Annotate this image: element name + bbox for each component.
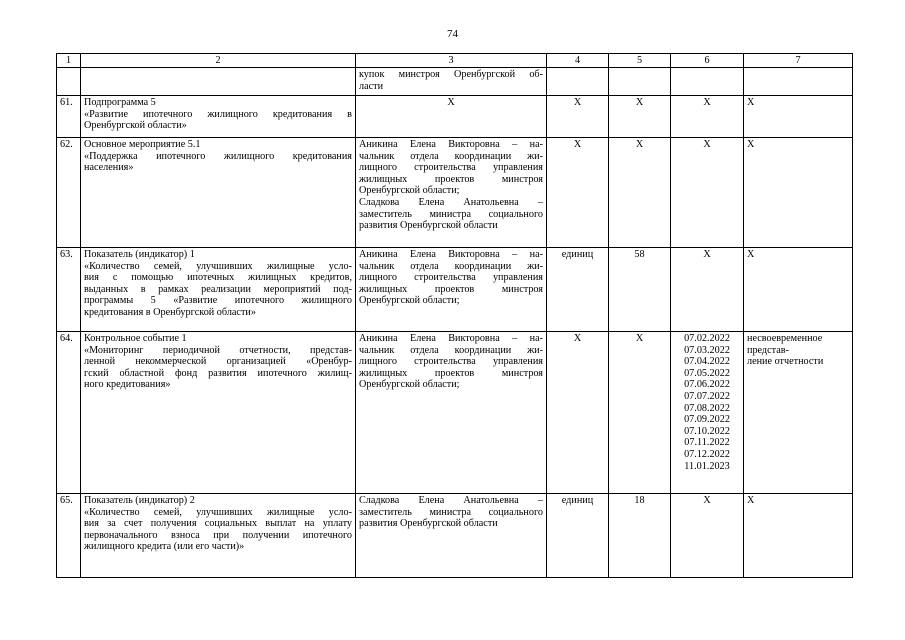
responsible-person [356,494,547,578]
note-cell [744,332,853,494]
date-line: 07.04.2022 [684,356,730,368]
cell-line: Аникина Елена Викторовна – на- [359,139,543,150]
cell-line: ленной некоммерческой организацией «Оренбур- [84,356,352,368]
date-line: 07.09.2022 [684,414,730,426]
row-number [57,68,81,96]
cell-line: Оренбургской области; [359,185,460,197]
row-number: 61. [57,96,81,138]
cell-line: развития Оренбургской области [359,220,498,232]
cell-line: жилищных проектов минстроя [359,283,543,295]
unit-cell: единиц [547,248,609,332]
date-line: 07.07.2022 [684,390,730,402]
date-cell [671,494,744,578]
table-row [57,248,853,332]
cell-line: заместитель министра социального [359,208,543,220]
cell-line: несвоевременное представ- [747,333,823,356]
table-row [57,68,853,96]
cell-line: Контрольное событие 1 [84,333,187,344]
date-cell [671,138,744,248]
cell-line: выданных в рамках реализации мероприятий под- [84,283,352,295]
value-cell: 58 [609,248,671,332]
table-row [57,96,853,138]
value-cell [609,68,671,96]
col-header-6: 6 [671,54,744,68]
cell-line: заместитель министра социального [359,506,543,518]
cell-line: программы 5 «Развитие ипотечного жилищного [84,295,352,307]
date-cell [671,96,744,138]
col-header-4: 4 [547,54,609,68]
cell-line: «Количество семей, улучшивших жилищные усло- [84,260,352,272]
cell-line: кредитования в Оренбургской области» [84,306,256,318]
value-cell: X [609,332,671,494]
item-description [81,96,356,138]
unit-cell: X [547,96,609,138]
cell-line: жилищных проектов минстроя [359,173,543,185]
cell-line: ласти [359,80,384,92]
cell-line: жилищного кредита (или его части)» [84,541,245,553]
page-number: 74 [447,28,458,40]
cell-line: Оренбургской области; [359,295,460,307]
item-description [81,332,356,494]
cell-line: лищного строительства управления [359,162,543,174]
cell-line: X [747,249,755,260]
cell-line: гский областной фонд развития ипотечного жилищ- [84,367,352,379]
cell-line: лищного строительства управления [359,356,543,368]
responsible-person [356,248,547,332]
value-cell: X [609,96,671,138]
value-cell: 18 [609,494,671,578]
responsible-person [356,332,547,494]
date-line: X [703,495,711,506]
cell-line: X [747,139,755,150]
cell-line: Показатель (индикатор) 2 [84,495,195,506]
date-line: X [703,139,711,150]
col-header-2: 2 [81,54,356,68]
row-number: 65. [57,494,81,578]
item-description [81,494,356,578]
date-line: X [703,97,711,108]
note-cell [744,96,853,138]
table-row [57,332,853,494]
unit-cell: X [547,332,609,494]
date-line: 07.05.2022 [684,367,730,379]
cell-line: X [747,97,755,108]
item-description [81,248,356,332]
table-row [57,138,853,248]
value-cell: X [609,138,671,248]
note-cell [744,68,853,96]
cell-line: «Поддержка ипотечного жилищного кредитования [84,150,352,162]
item-description [81,68,356,96]
cell-line: чальник отдела координации жи- [359,150,543,162]
note-cell [744,248,853,332]
date-cell [671,248,744,332]
col-header-3: 3 [356,54,547,68]
cell-line: Аникина Елена Викторовна – на- [359,249,543,260]
cell-line: купок минстроя Оренбургской об- [359,69,543,80]
cell-line: «Развитие ипотечного жилищного кредитования в [84,108,352,120]
note-cell [744,138,853,248]
responsible-person [356,96,547,138]
header-row [57,54,853,68]
cell-line: Аникина Елена Викторовна – на- [359,333,543,344]
row-number: 63. [57,248,81,332]
note-cell [744,494,853,578]
responsible-person [356,138,547,248]
cell-line: Сладкова Елена Анатольевна – [359,196,543,208]
table-row [57,494,853,578]
cell-line: вия за счет получения социальных выплат на уплату [84,518,352,530]
cell-line: «Мониторинг периодичной отчетности, представ- [84,344,352,356]
col-header-7: 7 [744,54,853,68]
date-cell [671,68,744,96]
cell-line: вия с помощью ипотечных жилищных кредитов, [84,272,352,284]
unit-cell [547,68,609,96]
item-description [81,138,356,248]
responsible-person [356,68,547,96]
unit-cell: X [547,138,609,248]
date-line: 07.03.2022 [684,344,730,356]
cell-line: Показатель (индикатор) 1 [84,249,195,260]
cell-line: ление отчетности [747,356,824,368]
cell-line: Сладкова Елена Анатольевна – [359,495,543,506]
cell-line: Оренбургской области» [84,120,187,132]
row-number: 62. [57,138,81,248]
date-line: X [703,249,711,260]
date-line: 07.11.2022 [684,437,730,449]
date-line: 11.01.2023 [684,460,730,472]
date-line: 07.10.2022 [684,425,730,437]
cell-line: ного кредитования» [84,379,171,391]
events-table [56,53,853,578]
date-line: 07.12.2022 [684,448,730,460]
cell-line: Подпрограмма 5 [84,97,156,108]
cell-line: населения» [84,162,134,174]
date-line: 07.08.2022 [684,402,730,414]
row-number: 64. [57,332,81,494]
unit-cell: единиц [547,494,609,578]
col-header-1: 1 [57,54,81,68]
cell-line: жилищных проектов минстроя [359,367,543,379]
cell-line: лищного строительства управления [359,272,543,284]
cell-line: первоначального взноса при получении ипотечного [84,529,352,541]
cell-line: развития Оренбургской области [359,518,498,530]
date-cell [671,332,744,494]
cell-line: чальник отдела координации жи- [359,344,543,356]
table-body [57,68,853,578]
col-header-5: 5 [609,54,671,68]
cell-line: «Количество семей, улучшивших жилищные усло- [84,506,352,518]
cell-line: чальник отдела координации жи- [359,260,543,272]
date-line: 07.06.2022 [684,379,730,391]
cell-line: X [447,97,455,108]
cell-line: Оренбургской области; [359,379,460,391]
cell-line: X [747,495,755,506]
date-line: 07.02.2022 [684,333,730,344]
cell-line: Основное мероприятие 5.1 [84,139,201,150]
